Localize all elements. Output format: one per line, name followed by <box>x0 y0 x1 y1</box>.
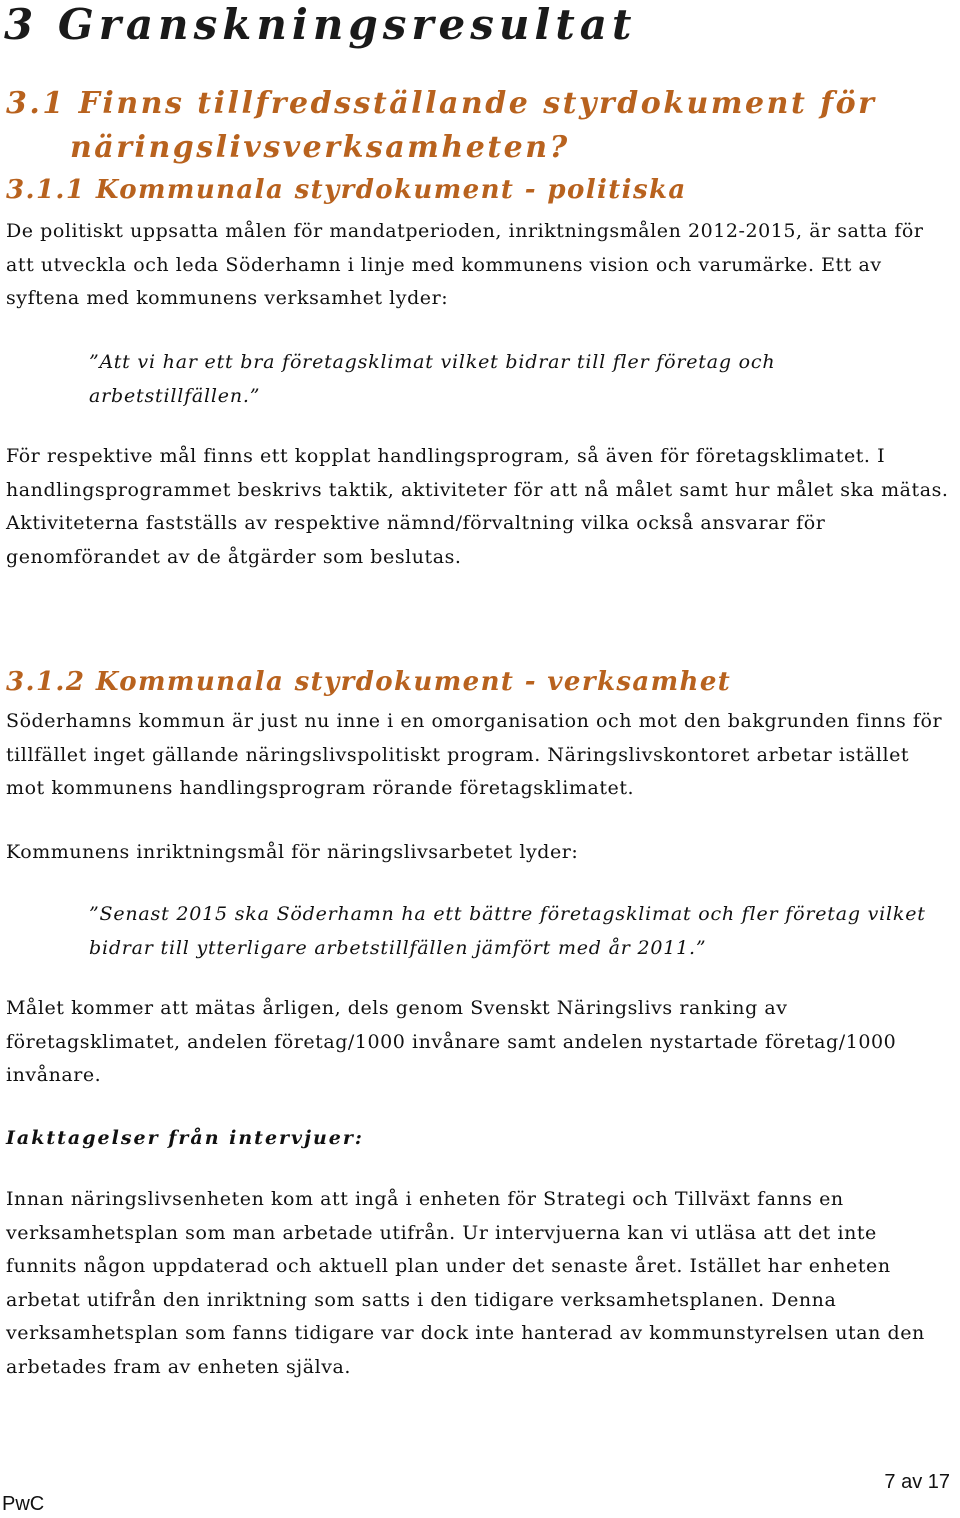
paragraph-reorganisation: Söderhamns kommun är just nu inne i en omorganisation och mot den bakgrunden finns för tillfället inget gällande näringslivspolitiskt program. Näringslivskontoret arbetar istället mot kommunens handlingsprogram rörande företagsklimatet. <box>6 710 943 800</box>
chapter-heading: 3 Granskningsresultat <box>4 0 637 49</box>
quote-business-climate: ”Att vi har ett bra företagsklimat vilket bidrar till fler företag och arbetstillfällen.” <box>89 351 776 407</box>
section-heading-line1: 3.1 Finns tillfredsställande styrdokument för <box>6 86 877 121</box>
paragraph-goals: De politiskt uppsatta målen för mandatperioden, inriktningsmålen 2012-2015, är satta för att utveckla och leda Söderhamn i linje med kommunens vision och varumärke. Ett av syftena med kommunens verksamhet lyder: <box>6 220 924 310</box>
section-heading <box>6 82 946 170</box>
paragraph-observations: Innan näringslivsenheten kom att ingå i enheten för Strategi och Tillväxt fanns en verksamhetsplan som man arbetade utifrån. Ur intervjuerna kan vi utläsa att det inte funnits någon uppdaterad och aktuell plan under det senaste året. Istället har enheten arbetat utifrån den inriktning som satts i den tidigare verksamhetsplanen. Denna verksamhetsplan som fanns tidigare var dock inte hanterad av kommunstyrelsen utan den arbetades fram av enheten själva. <box>6 1188 925 1378</box>
paragraph-measurement: Målet kommer att mätas årligen, dels genom Svenskt Näringslivs ranking av företagsklimatet, andelen företag/1000 invånare samt andelen nystartade företag/1000 invånare. <box>6 997 897 1087</box>
footer-page-number: 7 av 17 <box>884 1471 950 1493</box>
quote-direction-goal: ”Senast 2015 ska Söderhamn ha ett bättre företagsklimat och fler företag vilket bidrar till ytterligare arbetstillfällen jämfört med år 2011.” <box>89 903 926 959</box>
paragraph-action-program: För respektive mål finns ett kopplat handlingsprogram, så även för företagsklimatet. I handlingsprogrammet beskrivs taktik, aktiviteter för att nå målet samt hur målet ska mätas. Aktiviteterna fastställs av respektive nämnd/förvaltning vilka också ansvarar för genomförandet av de åtgärder som beslutas. <box>6 445 949 568</box>
subsection-heading-politiska: 3.1.1 Kommunala styrdokument - politiska <box>6 175 687 205</box>
subsection-heading-verksamhet: 3.1.2 Kommunala styrdokument - verksamhet <box>6 667 732 697</box>
footer-company-logo: PwC <box>2 1493 45 1515</box>
section-heading-line2: näringslivsverksamheten? <box>70 130 570 165</box>
observations-heading: Iakttagelser från intervjuer: <box>6 1127 364 1149</box>
paragraph-direction-goal-intro: Kommunens inriktningsmål för näringslivsarbetet lyder: <box>6 841 579 863</box>
